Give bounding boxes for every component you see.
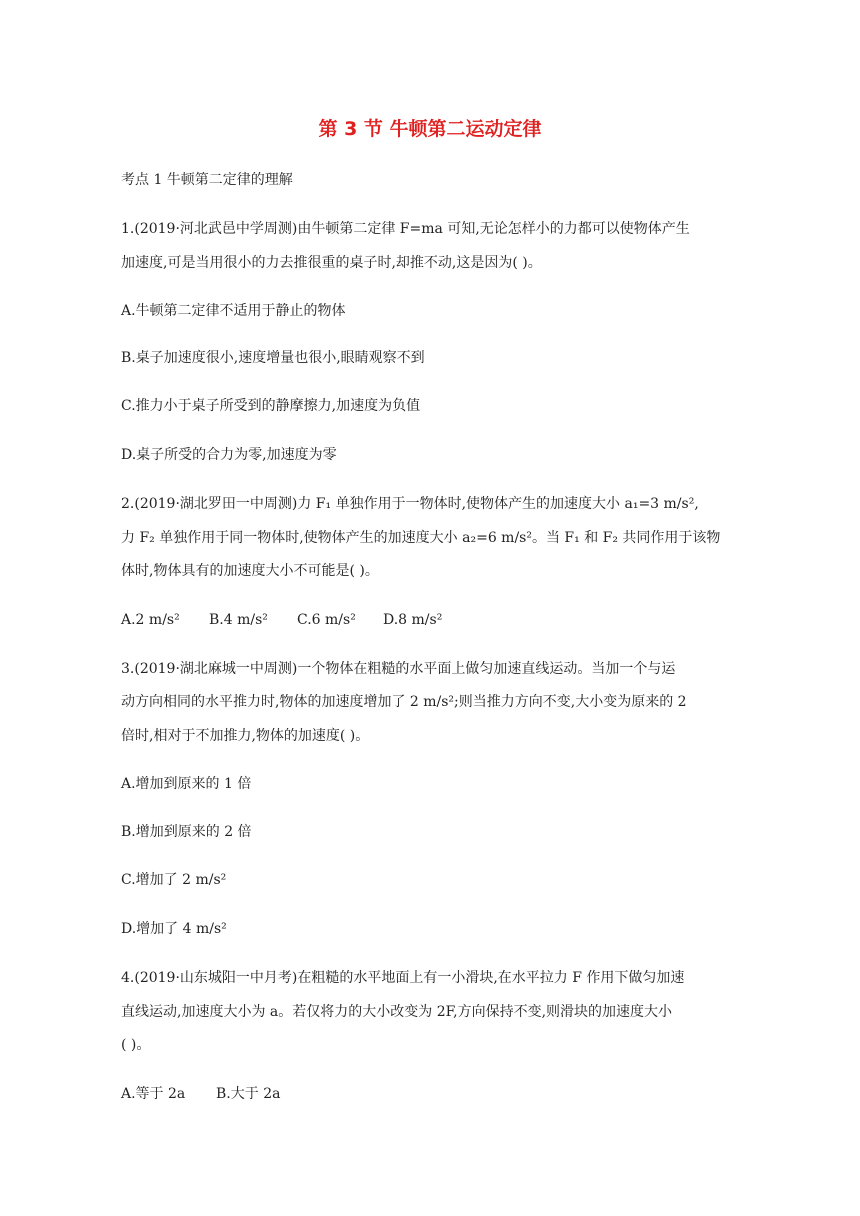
q4-option-b: B.大于 2a — [216, 1086, 281, 1102]
q2-options — [121, 610, 442, 630]
q4-line-3: ( )。 — [121, 1037, 151, 1053]
q2-line-1: 2.(2019·湖北罗田一中周测)力 F₁ 单独作用于一物体时,使物体产生的加速度大小 a₁=3 m/s², — [121, 496, 699, 512]
q2-line-3: 体时,物体具有的加速度大小不可能是( )。 — [121, 563, 379, 579]
q4-option-a: A.等于 2a — [121, 1086, 186, 1102]
q1-option-d: D.桌子所受的合力为零,加速度为零 — [121, 447, 337, 463]
q2-option-a: A.2 m/s² — [121, 612, 180, 628]
q3-line-3: 倍时,相对于不加推力,物体的加速度( )。 — [121, 728, 370, 744]
page-title: 第 3 节 牛顿第二运动定律 — [318, 118, 542, 140]
q3-option-c: C.增加了 2 m/s² — [121, 872, 227, 888]
q4-line-1: 4.(2019·山东城阳一中月考)在粗糙的水平地面上有一小滑块,在水平拉力 F 作用下做匀加速 — [121, 970, 685, 986]
q3-line-2: 动方向相同的水平推力时,物体的加速度增加了 2 m/s²;则当推力方向不变,大小变为原来的 2 — [121, 694, 687, 710]
q1-option-a: A.牛顿第二定律不适用于静止的物体 — [121, 303, 346, 319]
q2-line-2: 力 F₂ 单独作用于同一物体时,使物体产生的加速度大小 a₂=6 m/s²。当 F₁ 和 F₂ 共同作用于该物 — [121, 530, 721, 546]
q2-option-b: B.4 m/s² — [209, 612, 268, 628]
q1-option-c: C.推力小于桌子所受到的静摩擦力,加速度为负值 — [121, 398, 421, 414]
section-heading: 考点 1 牛顿第二定律的理解 — [121, 172, 293, 188]
q3-option-a: A.增加到原来的 1 倍 — [121, 776, 252, 792]
q3-option-b: B.增加到原来的 2 倍 — [121, 824, 252, 840]
q3-line-1: 3.(2019·湖北麻城一中周测)一个物体在粗糙的水平面上做匀加速直线运动。当加一个与运 — [121, 661, 676, 677]
q1-option-b: B.桌子加速度很小,速度增量也很小,眼睛观察不到 — [121, 350, 425, 366]
q2-option-c: C.6 m/s² — [297, 612, 356, 628]
q2-option-d: D.8 m/s² — [383, 612, 443, 628]
q3-option-d: D.增加了 4 m/s² — [121, 921, 227, 937]
q4-line-2: 直线运动,加速度大小为 a。若仅将力的大小改变为 2F,方向保持不变,则滑块的加速度大小 — [121, 1004, 673, 1020]
q4-options — [121, 1084, 280, 1104]
q1-line-2: 加速度,可是当用很小的力去推很重的桌子时,却推不动,这是因为( )。 — [121, 255, 542, 271]
q1-line-1: 1.(2019·河北武邑中学周测)由牛顿第二定律 F=ma 可知,无论怎样小的力都可以使物体产生 — [121, 221, 690, 237]
